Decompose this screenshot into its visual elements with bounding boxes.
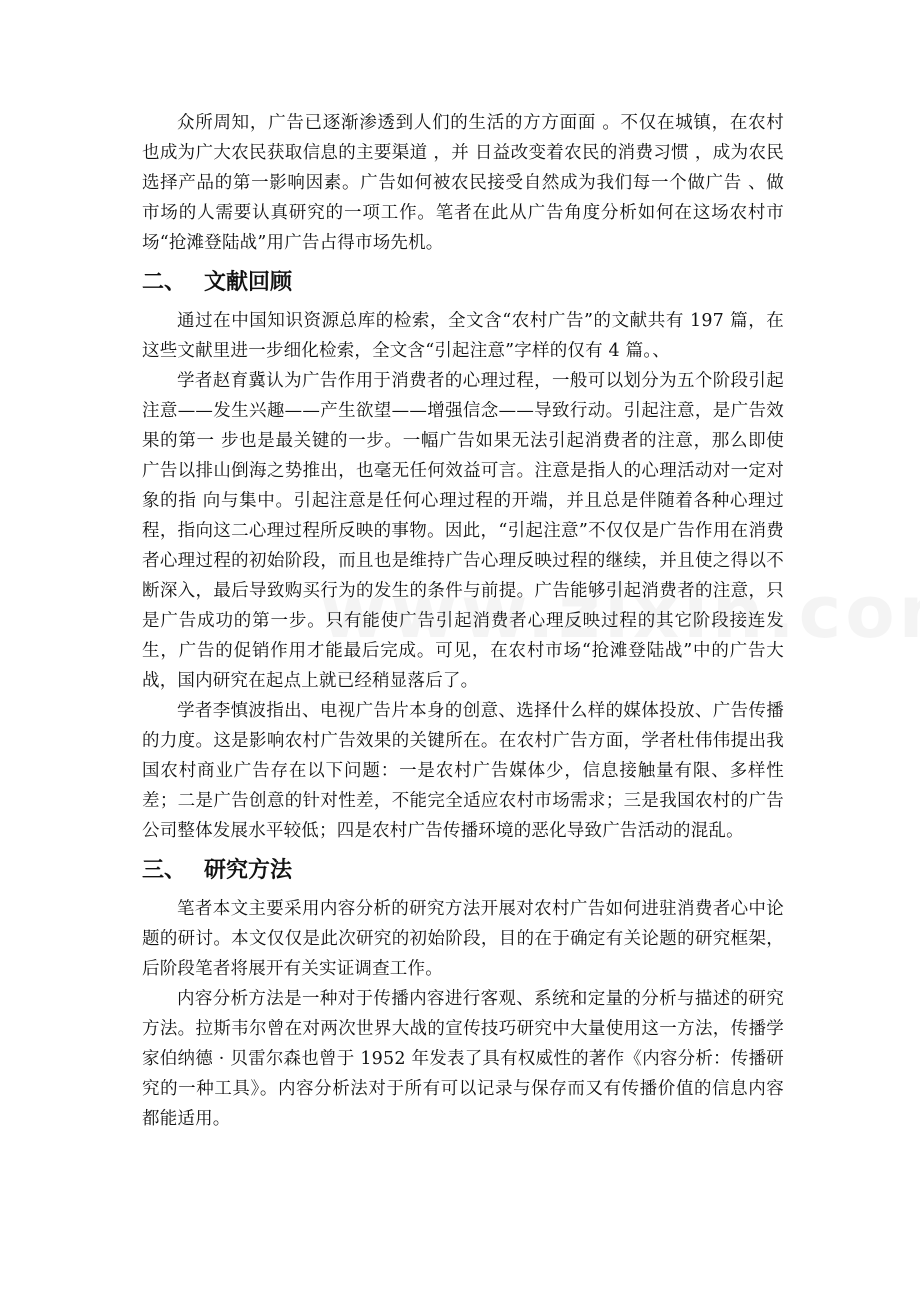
- paragraph: 笔者本文主要采用内容分析的研究方法开展对农村广告如何进驻消费者心中论题的研讨。本文仅仅是此次研究的初始阶段，目的在于确定有关论题的研究框架，后阶段笔者将展开有关实证调查工作。: [142, 899, 784, 979]
- section-number: 二、: [142, 270, 187, 295]
- document-page: [142, 108, 784, 1134]
- section-heading-research-method: [142, 854, 784, 888]
- paragraph: 通过在中国知识资源总库的检索，全文含“农村广告”的文献共有 197 篇，在这些文献里进一步细化检索，全文含“引起注意”字样的仅有 4 篇。、: [142, 311, 784, 361]
- intro-paragraph: 众所周知，广告已逐渐渗透到人们的生活的方方面面 。不仅在城镇，在农村也成为广大农民获取信息的主要渠道 ，并 日益改变着农民的消费习惯 ，成为农民选择产品的第一影响因素。广告如何被农民接受自然成为我们每一个做广告 、做市场的人需要认真研究的一项工作。笔者在此从广告角度分析如何在这场农村市场“抢滩登陆战”用广告占得市场先机。: [142, 113, 784, 253]
- section-title: 研究方法: [204, 858, 293, 883]
- section-title: 文献回顾: [204, 270, 293, 295]
- paragraph: 学者赵育冀认为广告作用于消费者的心理过程，一般可以划分为五个阶段引起注意——发生兴趣——产生欲望——增强信念——导致行动。引起注意，是广告效果的第一 步也是最关键的一步。一幅广告如果无法引起消费者的注意，那么即使广告以排山倒海之势推出，也毫无任何效益可言。注意是指人的心理活动对一定对象的指 向与集中。引起注意是任何心理过程的开端，并且总是伴随着各种心理过程，指向这二心理过程所反映的事物。因此，“引起注意”不仅仅是广告作用在消费者心理过程的初始阶段，而且也是维持广告心理反映过程的继续，并且使之得以不断深入，最后导致购买行为的发生的条件与前提。广告能够引起消费者的注意，只是广告成功的第一步。只有能使广告引起消费者心理反映过程的其它阶段接连发生，广告的促销作用才能最后完成。可见，在农村市场“抢滩登陆战”中的广告大战，国内研究在起点上就已经稍显落后了。: [142, 371, 784, 691]
- section-number: 三、: [142, 858, 187, 883]
- paragraph: 学者李慎波指出、电视广告片本身的创意、选择什么样的媒体投放、广告传播的力度。这是影响农村广告效果的关键所在。在农村广告方面，学者杜伟伟提出我国农村商业广告存在以下问题：一是农村广告媒体少，信息接触量有限、多样性差；二是广告创意的针对性差，不能完全适应农村市场需求；三是我国农村的广告公司整体发展水平较低；四是农村广告传播环境的恶化导致广告活动的混乱。: [142, 701, 784, 841]
- paragraph: 内容分析方法是一种对于传播内容进行客观、系统和定量的分析与描述的研究方法。拉斯韦尔曾在对两次世界大战的宣传技巧研究中大量使用这一方法，传播学家伯纳德 · 贝雷尔森也曾于 1952 年发表了具有权威性的著作《内容分析：传播研究的一种工具》。内容分析法对于所有可以记录与保存而又有传播价值的信息内容都能适用。: [142, 989, 784, 1129]
- section-heading-literature-review: [142, 266, 784, 300]
